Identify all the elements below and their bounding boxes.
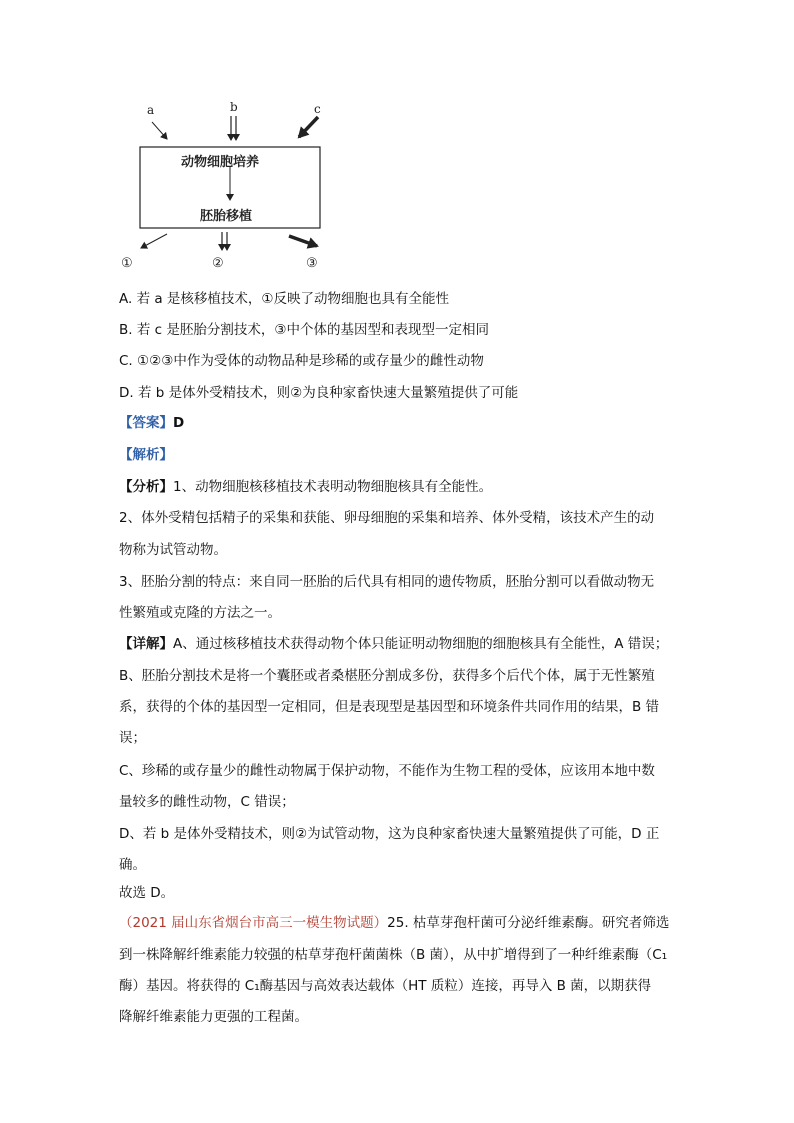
fenxi-text-1: 1、动物细胞核移植技术表明动物细胞核具有全能性。	[173, 479, 493, 495]
box-top-text: 动物细胞培养	[181, 155, 260, 170]
diagram-graphics	[108, 98, 348, 274]
label-out-2: ②	[212, 256, 224, 271]
option-c: C. ①②③中作为受体的动物品种是珍稀的或存量少的雌性动物	[119, 353, 484, 369]
technique-diagram	[108, 98, 348, 274]
label-c: c	[314, 102, 321, 116]
next-question-line-4: 降解纤维素能力更强的工程菌。	[119, 1009, 308, 1025]
xiangjie-line-4: 误；	[119, 730, 146, 746]
label-out-3: ③	[306, 256, 318, 271]
fenxi-line-2: 2、体外受精包括精子的采集和获能、卵母细胞的采集和培养、体外受精，该技术产生的动	[119, 510, 655, 526]
xiangjie-line-5: C、珍稀的或存量少的雌性动物属于保护动物，不能作为生物工程的受体，应该用本地中数	[119, 763, 655, 779]
xiangjie-text-1: A、通过核移植技术获得动物个体只能证明动物细胞的细胞核具有全能性，A 错误；	[173, 636, 669, 652]
analysis-line	[119, 446, 173, 464]
arrow-out-3	[289, 236, 317, 246]
conclusion: 故选 D。	[119, 885, 175, 901]
arrow-out-1	[141, 234, 167, 248]
label-a: a	[147, 103, 155, 117]
xiangjie-line-2: B、胚胎分割技术是将一个囊胚或者桑椹胚分割成多份，获得多个后代个体，属于无性繁殖	[119, 668, 655, 684]
option-b: B. 若 c 是胚胎分割技术，③中个体的基因型和表现型一定相同	[119, 322, 489, 338]
next-question-line-1	[119, 914, 669, 932]
xiangjie-line-6: 量较多的雌性动物，C 错误；	[119, 794, 295, 810]
fenxi-line-1	[119, 478, 492, 496]
xiangjie-line-3: 系，获得的个体的基因型一定相同，但是表现型是基因型和环境条件共同作用的结果，B 错	[119, 699, 660, 715]
next-question-line-2: 到一株降解纤维素能力较强的枯草芽孢杆菌菌株（B 菌），从中扩增得到了一种纤维素酶（C₁	[119, 947, 668, 963]
option-a: A. 若 a 是核移植技术，①反映了动物细胞也具有全能性	[119, 291, 450, 307]
xiangjie-line-8: 确。	[119, 857, 146, 873]
box-bottom-text: 胚胎移植	[200, 209, 253, 224]
xiangjie-tag: 【详解】	[119, 636, 173, 652]
answer-line	[119, 414, 184, 432]
xiangjie-line-7: D、若 b 是体外受精技术，则②为试管动物，这为良种家畜快速大量繁殖提供了可能，D 正	[119, 826, 660, 842]
fenxi-tag: 【分析】	[119, 479, 173, 495]
fenxi-line-5: 性繁殖或克隆的方法之一。	[119, 605, 281, 621]
question-source: （2021 届山东省烟台市高三一模生物试题）	[119, 915, 388, 931]
answer-tag: 【答案】	[119, 415, 173, 431]
xiangjie-line-1	[119, 635, 668, 653]
next-question-line-3: 酶）基因。将获得的 C₁酶基因与高效表达载体（HT 质粒）连接，再导入 B 菌，以期获得	[119, 978, 652, 994]
answer-value: D	[173, 415, 185, 431]
analysis-tag: 【解析】	[119, 447, 173, 463]
option-d: D. 若 b 是体外受精技术，则②为良种家畜快速大量繁殖提供了可能	[119, 385, 519, 401]
arrow-c	[299, 117, 318, 137]
arrow-a	[152, 122, 167, 139]
label-b: b	[230, 100, 238, 114]
question-text-1: 25. 枯草芽孢杆菌可分泌纤维素酶。研究者筛选	[387, 915, 670, 931]
fenxi-line-3: 物称为试管动物。	[119, 542, 227, 558]
label-out-1: ①	[121, 256, 133, 271]
fenxi-line-4: 3、胚胎分割的特点：来自同一胚胎的后代具有相同的遗传物质，胚胎分割可以看做动物无	[119, 574, 655, 590]
